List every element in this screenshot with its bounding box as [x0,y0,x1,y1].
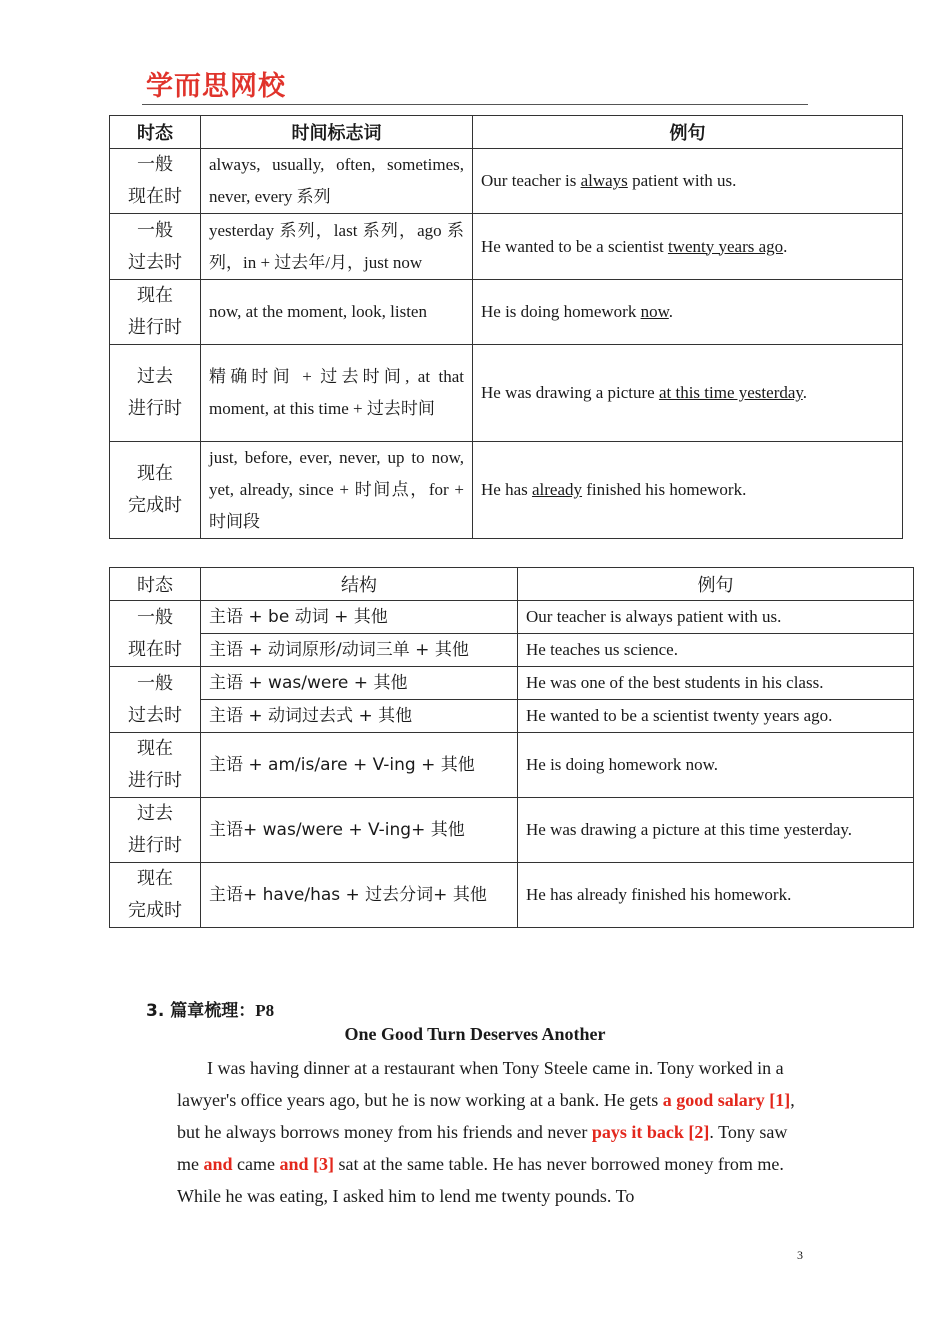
structure-cell: 主语+ was/were + V-ing+ 其他 [201,798,518,863]
time-markers-cell: yesterday 系列，last 系列，ago 系列，in + 过去年/月，just now [201,214,473,280]
example-text: . [783,236,788,256]
tense-cell [110,733,201,798]
section-title: 篇章梳理： [170,1001,256,1021]
tense-label-line: 现在时 [128,638,182,660]
example-text: patient with us. [627,171,737,190]
example-cell [473,214,903,280]
tense-label-line: 进行时 [128,770,182,791]
tense-label-line: 完成时 [128,495,182,516]
example-text: Our teacher is [481,171,581,190]
section-page-ref: P8 [255,1001,275,1020]
story-title: One Good Turn Deserves Another [344,1024,606,1044]
structure-cell: 主语+ have/has + 过去分词+ 其他 [201,863,518,928]
structure-cell: 主语 + 动词原形/动词三单 + 其他 [201,634,518,667]
table-row [110,149,903,214]
time-markers-cell: just, before, ever, never, up to now, yet, already, since + 时间点，for + 时间段 [201,442,473,539]
time-markers-cell: 精确时间 + 过去时间, at that moment, at this time + 过去时间 [201,345,473,442]
tense-label-line: 完成时 [128,900,182,921]
tense-label-line: 现在 [137,285,173,306]
story-text: . Tony saw me [177,1122,788,1174]
story-highlight: pays it back [2] [591,1122,710,1142]
tense-label-line: 一般 [137,219,173,241]
tense-label-line: 进行时 [128,835,182,856]
page-number: 3 [797,1248,803,1262]
tense-label-line: 现在时 [128,186,182,207]
tense-label-line: 进行时 [128,398,182,419]
example-underlined-marker: twenty years ago [667,236,784,256]
example-cell: He is doing homework now. [518,733,914,798]
table-row [110,863,914,928]
tense-cell [110,442,201,539]
example-underlined-marker: always [580,171,628,190]
tense-cell [110,214,201,280]
example-underlined-marker: already [531,480,583,499]
example-cell: He wanted to be a scientist twenty years ago. [518,700,914,733]
tense-label-line: 现在 [137,868,173,889]
tense-label-line: 过去时 [128,251,182,273]
structure-cell: 主语 + 动词过去式 + 其他 [201,700,518,733]
table-row [110,280,903,345]
example-cell: He teaches us science. [518,634,914,667]
tense-cell [110,601,201,667]
time-markers-cell: always, usually, often, sometimes, never, every 系列 [201,149,473,214]
table-header-row [110,116,903,149]
example-text: He wanted to be a scientist [481,236,668,256]
section-heading [146,996,274,1021]
example-text: He is doing homework [481,302,641,321]
structure-cell: 主语 + be 动词 + 其他 [201,601,518,634]
tense-label-line: 现在 [137,738,173,759]
example-cell: He was one of the best students in his class. [518,667,914,700]
table-row [110,345,903,442]
story-text: came [232,1154,280,1174]
example-cell: He has already finished his homework. [518,863,914,928]
header-tense: 时态 [110,116,201,149]
header-tense: 时态 [110,568,201,601]
structure-cell: 主语 + was/were + 其他 [201,667,518,700]
table-row [110,667,914,700]
story-paragraph [177,1052,809,1212]
example-cell: He was drawing a picture at this time yesterday. [518,798,914,863]
table-row [110,634,914,667]
story-text: , but he always borrows money from his friends and never [177,1090,795,1142]
tense-structure-table [109,567,914,928]
example-cell [473,442,903,539]
table-row [110,601,914,634]
example-underlined-marker: now [640,302,669,321]
tense-label-line: 过去 [137,366,173,387]
example-cell: Our teacher is always patient with us. [518,601,914,634]
example-cell [473,149,903,214]
tense-keywords-table [109,115,903,539]
tense-label-line: 一般 [137,154,173,175]
logo-text: 学而思网校 [146,71,286,102]
tense-label-line: 过去时 [128,704,182,726]
story-highlight: a good salary [1] [662,1090,791,1110]
time-markers-cell: now, at the moment, look, listen [201,280,473,345]
table-row [110,214,903,280]
tense-cell [110,798,201,863]
story-text: sat at the same table. He has never borrowed money from me. While he was eating, I asked him to lend me twenty pounds. To [177,1154,784,1206]
story-highlight: and [203,1154,233,1174]
story-text: I was having dinner at a restaurant when Tony Steele came in. Tony worked in a lawyer's office years ago, but he is now working at a bank. He gets [177,1058,784,1110]
table-row [110,442,903,539]
tense-cell [110,863,201,928]
tense-label-line: 过去 [137,803,173,824]
header-structure: 结构 [201,568,518,601]
example-cell [473,345,903,442]
example-text: He has [481,480,532,499]
header-example: 例句 [473,116,903,149]
tense-label-line: 一般 [137,672,173,694]
story-highlight: and [3] [279,1154,335,1174]
section-number: 3. [146,1001,165,1021]
example-text: . [668,302,674,321]
table-row [110,700,914,733]
header-time-markers: 时间标志词 [201,116,473,149]
header-divider [142,104,808,105]
tense-label-line: 现在 [137,463,173,484]
table-row [110,733,914,798]
structure-cell: 主语 + am/is/are + V-ing + 其他 [201,733,518,798]
tense-cell [110,280,201,345]
table-row [110,798,914,863]
table-header-row [110,568,914,601]
header-example: 例句 [518,568,914,601]
tense-label-line: 进行时 [128,317,182,338]
example-cell [473,280,903,345]
tense-cell [110,149,201,214]
tense-cell [110,667,201,733]
tense-label-line: 一般 [137,606,173,628]
example-underlined-marker: at this time yesterday [658,383,803,402]
example-text: . [802,383,808,402]
example-text: He was drawing a picture [481,383,659,402]
tense-cell [110,345,201,442]
example-text: finished his homework. [582,480,747,499]
